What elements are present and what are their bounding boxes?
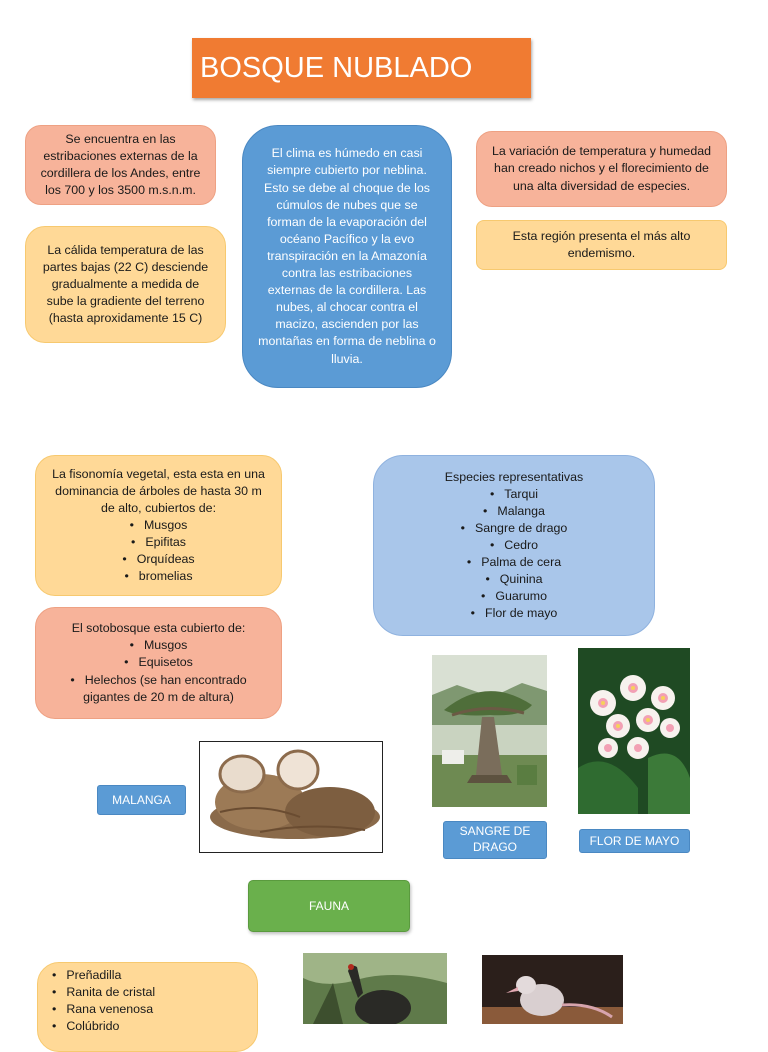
- malanga-label: MALANGA: [97, 785, 186, 815]
- undergrowth-box: [35, 607, 282, 719]
- location-box: [25, 125, 216, 205]
- sangre-de-drago-label: SANGRE DE DRAGO: [443, 821, 547, 859]
- list-item: • Tarqui: [461, 486, 568, 503]
- fauna-list: [52, 967, 155, 1035]
- opossum-photo: [482, 955, 623, 1024]
- page-title: BOSQUE NUBLADO: [192, 38, 531, 98]
- list-item: • Musgos: [122, 517, 194, 534]
- variation-box: [476, 131, 727, 207]
- list-item: • Sangre de drago: [461, 520, 568, 537]
- list-item: • Helechos (se han encontrado gigantes de 20 m de altura): [48, 672, 269, 706]
- fauna-list-box: [37, 962, 258, 1052]
- endemism-box: [476, 220, 727, 270]
- list-item: • Orquídeas: [122, 551, 194, 568]
- climate-text: El clima es húmedo en casi siempre cubierto por neblina. Esto se debe al choque de los cúmulos de nubes que se forman de la evaporación del océano Pacífico y la evo transpiración en la Amazonía contra las estribaciones externas de la cordillera. Las nubes, al chocar contra el macizo, ascienden por las montañas en forma de neblina o lluvia.: [258, 146, 436, 366]
- temperature-text: La cálida temperatura de las partes bajas (22 C) desciende gradualmente a medida de sube la gradiente del terreno (hasta aproxidamente 15 C): [42, 242, 209, 326]
- undergrowth-list: [48, 637, 269, 705]
- list-item: • Rana venenosa: [52, 1001, 155, 1018]
- fauna-heading: FAUNA: [248, 880, 410, 932]
- physiognomy-box: [35, 455, 282, 596]
- species-box: [373, 455, 655, 636]
- physiognomy-list: [122, 517, 194, 585]
- list-item: • Guarumo: [461, 588, 568, 605]
- physiognomy-intro: La fisonomía vegetal, esta esta en una dominancia de árboles de hasta 30 m de alto, cubiertos de:: [52, 466, 265, 515]
- malanga-photo: [199, 741, 383, 853]
- list-item: • Equisetos: [48, 654, 269, 671]
- bird-photo: [303, 953, 447, 1024]
- temperature-box: [25, 226, 226, 343]
- climate-box: [242, 125, 452, 388]
- list-item: • Ranita de cristal: [52, 984, 155, 1001]
- flor-de-mayo-label: FLOR DE MAYO: [579, 829, 690, 853]
- list-item: • bromelias: [122, 568, 194, 585]
- species-list: [461, 486, 568, 623]
- list-item: • Colúbrido: [52, 1018, 155, 1035]
- variation-text: La variación de temperatura y humedad han creado nichos y el florecimiento de una alta diversidad de especies.: [491, 144, 712, 193]
- list-item: • Preñadilla: [52, 967, 155, 984]
- sangre-de-drago-photo: [432, 655, 547, 807]
- list-item: • Musgos: [48, 637, 269, 654]
- undergrowth-intro: El sotobosque esta cubierto de:: [71, 621, 246, 636]
- location-text: Se encuentra en las estribaciones externas de la cordillera de los Andes, entre los 700 y los 3500 m.s.n.m.: [40, 131, 201, 198]
- species-intro: Especies representativas: [444, 469, 584, 484]
- endemism-text: Esta región presenta el más alto endemismo.: [512, 228, 691, 260]
- list-item: • Cedro: [461, 537, 568, 554]
- list-item: • Flor de mayo: [461, 605, 568, 622]
- list-item: • Palma de cera: [461, 554, 568, 571]
- list-item: • Quinina: [461, 571, 568, 588]
- list-item: • Malanga: [461, 503, 568, 520]
- flor-de-mayo-photo: [578, 648, 690, 814]
- list-item: • Epifitas: [122, 534, 194, 551]
